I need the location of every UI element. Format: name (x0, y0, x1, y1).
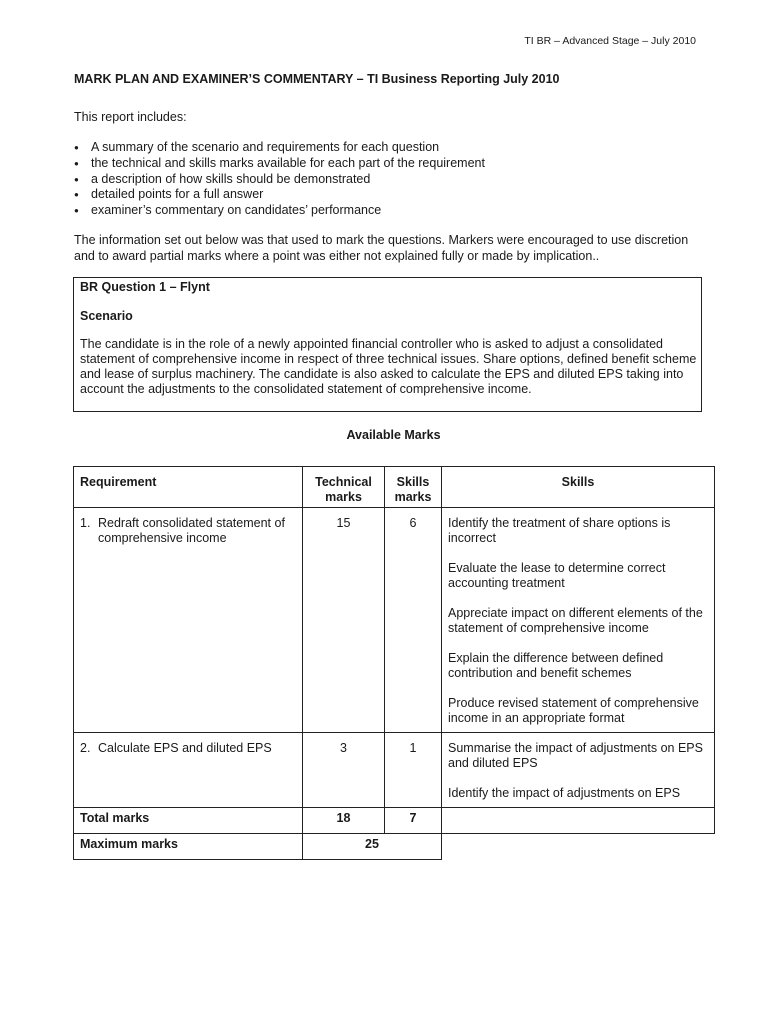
marks-table (73, 466, 715, 860)
header-skills-marks: Skills marks (394, 475, 432, 504)
skill-item: Produce revised statement of comprehensive income in an appropriate format (448, 696, 699, 725)
header-skills: Skills (561, 475, 595, 489)
running-header: TI BR – Advanced Stage – July 2010 (524, 35, 696, 47)
skills-marks-value: 1 (409, 741, 417, 755)
technical-marks-value: 15 (336, 516, 351, 530)
question-title: BR Question 1 – Flynt (80, 280, 210, 294)
scenario-text: The candidate is in the role of a newly appointed financial controller who is asked to adjust a consolidated statement of comprehensive income in respect of three technical issues. Share options, defined benefit scheme and lease of surplus machinery. The candidate is also asked to calculate the EPS and diluted EPS taking into account the adjustments to the consolidated statement of comprehensive income. (80, 337, 697, 396)
table-row (74, 508, 715, 733)
list-item: ● A summary of the scenario and requirements for each question (74, 140, 485, 156)
skill-item: Explain the difference between defined contribution and benefit schemes (448, 651, 664, 680)
scenario-heading: Scenario (80, 309, 133, 323)
total-skills-blank (442, 808, 715, 834)
skill-item: Evaluate the lease to determine correct accounting treatment (448, 561, 666, 590)
list-item: ● the technical and skills marks available for each part of the requirement (74, 156, 485, 172)
maximum-marks-spacer (442, 834, 715, 860)
skills-cell (442, 733, 714, 801)
skill-item: Identify the treatment of share options is incorrect (448, 516, 671, 545)
skills-marks-value: 6 (409, 516, 417, 530)
table-row (74, 733, 715, 808)
total-technical-marks: 18 (303, 808, 385, 834)
total-marks-row (74, 808, 715, 834)
bullet-list (74, 140, 485, 219)
maximum-marks-label: Maximum marks (74, 834, 303, 860)
list-item: ● examiner’s commentary on candidates’ performance (74, 203, 485, 219)
requirement-text: Calculate EPS and diluted EPS (98, 741, 272, 755)
skill-item: Identify the impact of adjustments on EPS (448, 786, 681, 800)
skill-item: Summarise the impact of adjustments on EPS and diluted EPS (448, 741, 703, 770)
table-header-row (74, 467, 715, 508)
available-marks-heading: Available Marks (346, 428, 441, 442)
maximum-marks-value: 25 (303, 834, 442, 860)
header-requirement: Requirement (80, 475, 157, 489)
total-skills-marks: 7 (385, 808, 442, 834)
skill-item: Appreciate impact on different elements of the statement of comprehensive income (448, 606, 703, 635)
skills-cell (442, 508, 714, 726)
list-item: ● a description of how skills should be demonstrated (74, 172, 485, 188)
intro-text: This report includes: (74, 110, 187, 124)
requirement-number: 2. (80, 741, 91, 755)
maximum-marks-row (74, 834, 715, 860)
requirement-cell (74, 508, 302, 546)
total-marks-label: Total marks (74, 808, 303, 834)
requirement-cell (74, 733, 302, 756)
marking-note-paragraph: The information set out below was that used to mark the questions. Markers were encouraged to use discretion and to award partial marks where a point was either not explained fully or made by implication.. (74, 233, 689, 263)
header-technical-marks: Technical marks (315, 475, 372, 504)
requirement-number: 1. (80, 516, 91, 530)
question-box (73, 277, 702, 412)
requirement-text: Redraft consolidated statement of comprehensive income (98, 516, 285, 545)
page-title: MARK PLAN AND EXAMINER’S COMMENTARY – TI Business Reporting July 2010 (74, 72, 560, 86)
list-item: ● detailed points for a full answer (74, 187, 485, 203)
technical-marks-value: 3 (340, 741, 347, 755)
